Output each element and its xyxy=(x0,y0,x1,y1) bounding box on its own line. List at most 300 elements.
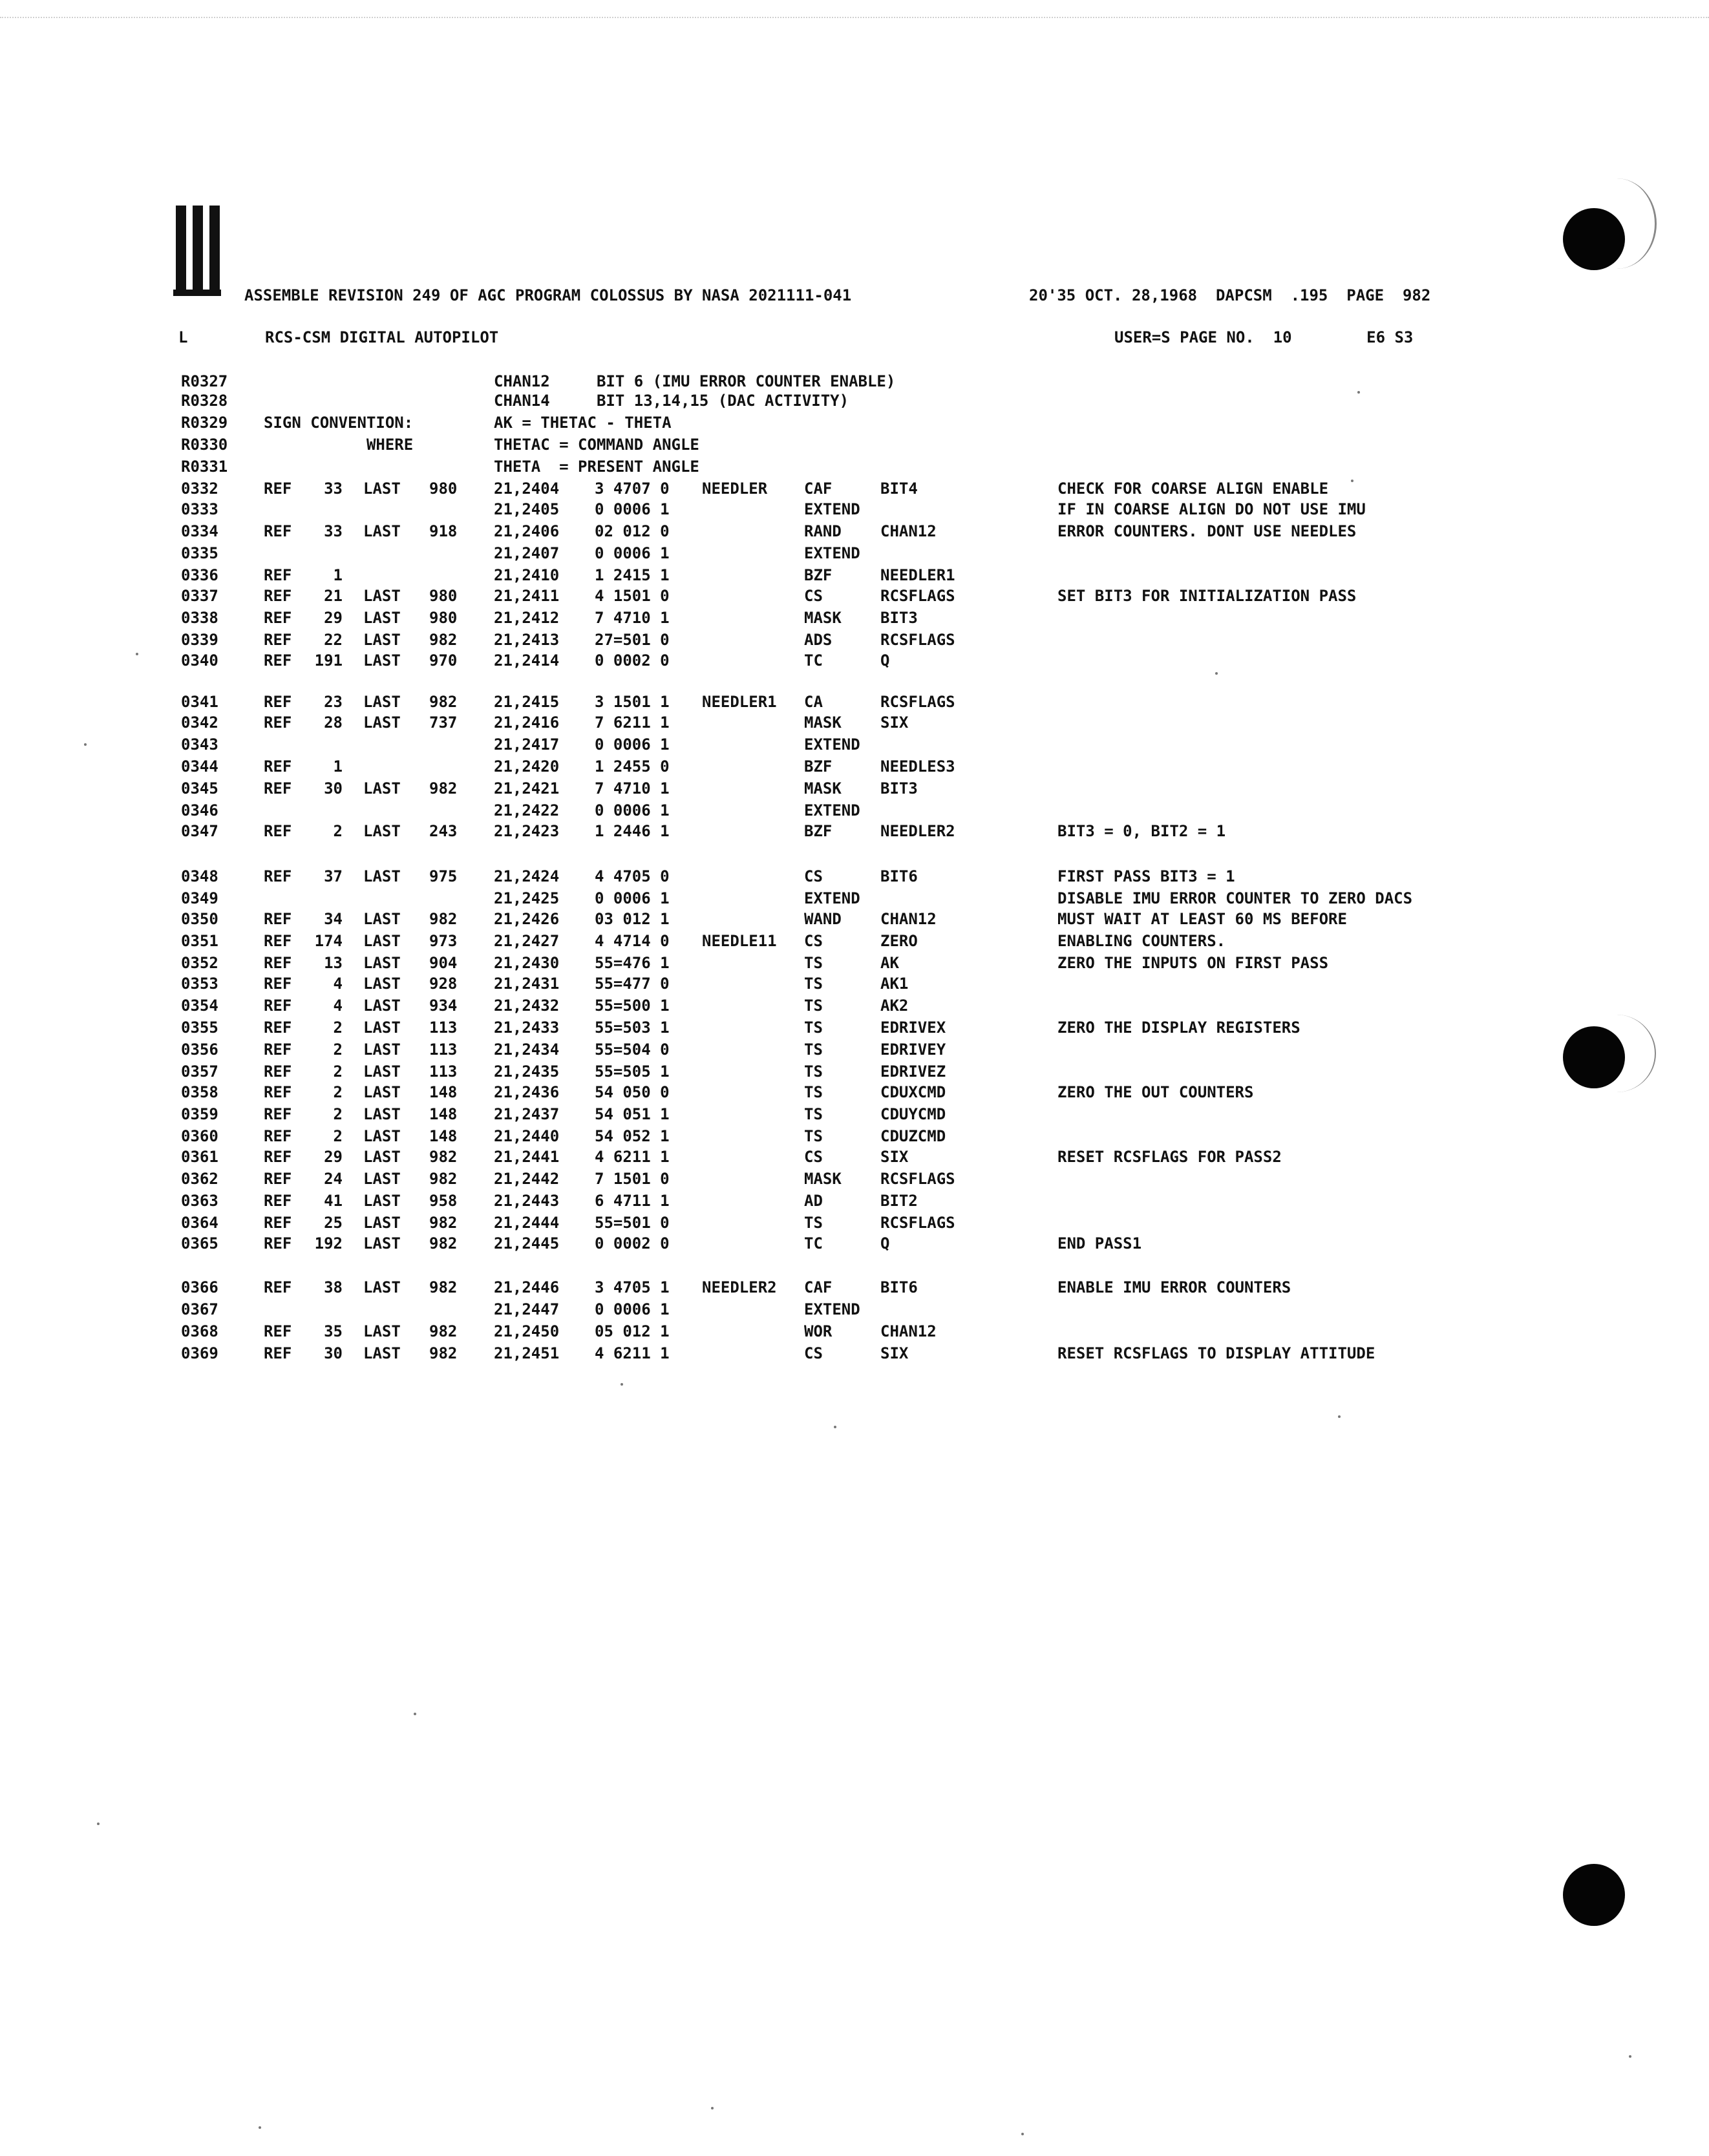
octal-code: 0 0002 0 xyxy=(595,1234,670,1252)
opcode: MASK xyxy=(804,609,842,627)
octal-code: 02 012 0 xyxy=(595,522,670,540)
octal-code: 0 0006 1 xyxy=(595,500,670,518)
ref-count: 29 xyxy=(324,1148,343,1166)
listing-row xyxy=(0,1041,1709,1062)
memory-address: 21,2437 xyxy=(494,1105,560,1123)
last-line-number: 982 xyxy=(429,1278,458,1296)
line-number: 0353 xyxy=(181,975,218,993)
listing-row xyxy=(0,1105,1709,1127)
last-keyword: LAST xyxy=(363,1041,401,1059)
line-number: 0368 xyxy=(181,1322,218,1340)
last-keyword: LAST xyxy=(363,1322,401,1340)
section-title: RCS-CSM DIGITAL AUTOPILOT xyxy=(265,328,499,346)
opcode: MASK xyxy=(804,779,842,798)
octal-code: 0 0002 0 xyxy=(595,651,670,670)
octal-code: 03 012 1 xyxy=(595,910,670,928)
operand: CDUXCMD xyxy=(880,1083,946,1101)
comment: BIT3 = 0, BIT2 = 1 xyxy=(1057,822,1226,840)
header-bar-mark-icon xyxy=(173,206,222,302)
ref-keyword: REF xyxy=(264,910,292,928)
memory-address: 21,2445 xyxy=(494,1234,560,1252)
memory-address: 21,2412 xyxy=(494,609,560,627)
ref-keyword: REF xyxy=(264,693,292,711)
scan-speck xyxy=(1215,672,1218,675)
line-number: 0337 xyxy=(181,587,218,605)
listing-row xyxy=(0,1192,1709,1214)
punch-arc-icon xyxy=(1577,178,1657,269)
memory-address: 21,2422 xyxy=(494,801,560,819)
sign-convention-label: SIGN CONVENTION: xyxy=(264,414,414,432)
line-number: R0328 xyxy=(181,392,228,410)
ref-keyword: REF xyxy=(264,1192,292,1210)
comment: END PASS1 xyxy=(1057,1234,1142,1252)
last-keyword: LAST xyxy=(363,480,401,498)
last-line-number: 982 xyxy=(429,631,458,649)
listing-row xyxy=(0,910,1709,932)
octal-code: 6 4711 1 xyxy=(595,1192,670,1210)
last-keyword: LAST xyxy=(363,1192,401,1210)
comment: IF IN COARSE ALIGN DO NOT USE IMU xyxy=(1057,500,1366,518)
line-number: 0359 xyxy=(181,1105,218,1123)
octal-code: 55=505 1 xyxy=(595,1062,670,1081)
ref-keyword: REF xyxy=(264,975,292,993)
operand: CHAN12 xyxy=(880,910,937,928)
listing-row xyxy=(0,1214,1709,1236)
memory-address: 21,2451 xyxy=(494,1344,560,1362)
ref-keyword: REF xyxy=(264,932,292,950)
line-number: 0369 xyxy=(181,1344,218,1362)
octal-code: 55=476 1 xyxy=(595,954,670,972)
listing-row xyxy=(0,1062,1709,1084)
ref-keyword: REF xyxy=(264,779,292,798)
ref-keyword: REF xyxy=(264,822,292,840)
operand: SIX xyxy=(880,1148,909,1166)
operand: SIX xyxy=(880,1344,909,1362)
ref-count: 37 xyxy=(324,867,343,885)
octal-code: 55=503 1 xyxy=(595,1019,670,1037)
ref-count: 33 xyxy=(324,480,343,498)
listing-row xyxy=(0,1278,1709,1300)
last-line-number: 737 xyxy=(429,713,458,732)
ref-keyword: REF xyxy=(264,566,292,584)
last-keyword: LAST xyxy=(363,1083,401,1101)
opcode: EXTEND xyxy=(804,735,860,754)
ref-count: 41 xyxy=(324,1192,343,1210)
line-number: 0365 xyxy=(181,1234,218,1252)
line-number: R0330 xyxy=(181,436,228,454)
memory-address: 21,2421 xyxy=(494,779,560,798)
ref-count: 1 xyxy=(333,757,343,776)
opcode: BZF xyxy=(804,566,833,584)
memory-address: 21,2425 xyxy=(494,889,560,907)
scan-speck xyxy=(1338,1415,1341,1418)
line-number: 0336 xyxy=(181,566,218,584)
comment: ENABLE IMU ERROR COUNTERS xyxy=(1057,1278,1291,1296)
opcode: MASK xyxy=(804,1170,842,1188)
comment: FIRST PASS BIT3 = 1 xyxy=(1057,867,1235,885)
ref-keyword: REF xyxy=(264,1062,292,1081)
ref-keyword: REF xyxy=(264,1041,292,1059)
last-line-number: 982 xyxy=(429,693,458,711)
memory-address: 21,2440 xyxy=(494,1127,560,1145)
listing-row xyxy=(0,436,1709,458)
memory-address: 21,2433 xyxy=(494,1019,560,1037)
listing-row xyxy=(0,932,1709,954)
line-number: 0358 xyxy=(181,1083,218,1101)
line-number: 0356 xyxy=(181,1041,218,1059)
opcode: TS xyxy=(804,1062,823,1081)
ref-count: 28 xyxy=(324,713,343,732)
last-keyword: LAST xyxy=(363,910,401,928)
ref-keyword: REF xyxy=(264,1127,292,1145)
line-number: 0366 xyxy=(181,1278,218,1296)
ref-count: 2 xyxy=(333,1083,343,1101)
octal-code: 3 4705 1 xyxy=(595,1278,670,1296)
memory-address: 21,2434 xyxy=(494,1041,560,1059)
listing-row xyxy=(0,867,1709,889)
ref-keyword: REF xyxy=(264,1344,292,1362)
scan-speck xyxy=(97,1823,100,1825)
remark-text: CHAN14 BIT 13,14,15 (DAC ACTIVITY) xyxy=(494,392,849,410)
opcode: TS xyxy=(804,1019,823,1037)
last-keyword: LAST xyxy=(363,1170,401,1188)
operand: RCSFLAGS xyxy=(880,587,955,605)
operand: Q xyxy=(880,651,890,670)
octal-code: 54 052 1 xyxy=(595,1127,670,1145)
comment: ZERO THE DISPLAY REGISTERS xyxy=(1057,1019,1300,1037)
opcode: MASK xyxy=(804,713,842,732)
line-number: 0362 xyxy=(181,1170,218,1188)
ref-count: 29 xyxy=(324,609,343,627)
ref-keyword: REF xyxy=(264,1322,292,1340)
octal-code: 7 1501 0 xyxy=(595,1170,670,1188)
octal-code: 3 4707 0 xyxy=(595,480,670,498)
ref-keyword: REF xyxy=(264,1019,292,1037)
last-line-number: 934 xyxy=(429,997,458,1015)
sign-convention-label: WHERE xyxy=(264,436,414,454)
ref-count: 2 xyxy=(333,822,343,840)
last-keyword: LAST xyxy=(363,693,401,711)
listing-row xyxy=(0,500,1709,522)
line-number: 0333 xyxy=(181,500,218,518)
ref-count: 4 xyxy=(333,997,343,1015)
memory-address: 21,2414 xyxy=(494,651,560,670)
line-number: 0338 xyxy=(181,609,218,627)
scan-speck xyxy=(1629,2055,1631,2058)
last-line-number: 982 xyxy=(429,779,458,798)
line-number: 0339 xyxy=(181,631,218,649)
ref-keyword: REF xyxy=(264,631,292,649)
last-line-number: 982 xyxy=(429,1214,458,1232)
last-keyword: LAST xyxy=(363,631,401,649)
listing-row xyxy=(0,889,1709,911)
opcode: BZF xyxy=(804,822,833,840)
last-line-number: 148 xyxy=(429,1127,458,1145)
ref-keyword: REF xyxy=(264,522,292,540)
line-number: 0344 xyxy=(181,757,218,776)
opcode: CA xyxy=(804,693,823,711)
listing-row xyxy=(0,1344,1709,1366)
user-page-number: USER=S PAGE NO. 10 E6 S3 xyxy=(1114,328,1414,346)
octal-code: 0 0006 1 xyxy=(595,544,670,562)
ref-count: 30 xyxy=(324,1344,343,1362)
octal-code: 05 012 1 xyxy=(595,1322,670,1340)
scan-speck xyxy=(1021,2133,1024,2135)
ref-keyword: REF xyxy=(264,1170,292,1188)
last-line-number: 982 xyxy=(429,910,458,928)
last-line-number: 982 xyxy=(429,1322,458,1340)
opcode: TC xyxy=(804,651,823,670)
operand: EDRIVEZ xyxy=(880,1062,946,1081)
listing-row xyxy=(0,544,1709,566)
line-number: 0367 xyxy=(181,1300,218,1318)
memory-address: 21,2435 xyxy=(494,1062,560,1081)
octal-code: 0 0006 1 xyxy=(595,801,670,819)
last-line-number: 975 xyxy=(429,867,458,885)
opcode: EXTEND xyxy=(804,1300,860,1318)
last-line-number: 918 xyxy=(429,522,458,540)
ref-count: 174 xyxy=(314,932,343,950)
line-number: 0354 xyxy=(181,997,218,1015)
memory-address: 21,2450 xyxy=(494,1322,560,1340)
listing-row xyxy=(0,1083,1709,1105)
ref-count: 21 xyxy=(324,587,343,605)
scan-speck xyxy=(621,1383,623,1386)
last-keyword: LAST xyxy=(363,651,401,670)
ref-keyword: REF xyxy=(264,1148,292,1166)
last-line-number: 982 xyxy=(429,1234,458,1252)
comment: CHECK FOR COARSE ALIGN ENABLE xyxy=(1057,480,1329,498)
opcode: TS xyxy=(804,1127,823,1145)
line-number: R0331 xyxy=(181,458,228,476)
line-number: 0342 xyxy=(181,713,218,732)
remark-text: CHAN12 BIT 6 (IMU ERROR COUNTER ENABLE) xyxy=(494,372,896,390)
symbol-label: NEEDLER2 xyxy=(702,1278,777,1296)
octal-code: 55=501 0 xyxy=(595,1214,670,1232)
last-line-number: 982 xyxy=(429,1344,458,1362)
memory-address: 21,2432 xyxy=(494,997,560,1015)
line-number: R0329 xyxy=(181,414,228,432)
listing-row xyxy=(0,458,1709,480)
listing-row xyxy=(0,566,1709,588)
last-keyword: LAST xyxy=(363,932,401,950)
opcode: TS xyxy=(804,1083,823,1101)
opcode: TC xyxy=(804,1234,823,1252)
opcode: ADS xyxy=(804,631,833,649)
memory-address: 21,2404 xyxy=(494,480,560,498)
last-keyword: LAST xyxy=(363,1105,401,1123)
ref-count: 25 xyxy=(324,1214,343,1232)
ref-count: 13 xyxy=(324,954,343,972)
ref-keyword: REF xyxy=(264,587,292,605)
line-number: 0345 xyxy=(181,779,218,798)
listing-row xyxy=(0,609,1709,631)
last-line-number: 980 xyxy=(429,587,458,605)
ref-count: 30 xyxy=(324,779,343,798)
memory-address: 21,2441 xyxy=(494,1148,560,1166)
octal-code: 1 2446 1 xyxy=(595,822,670,840)
ref-keyword: REF xyxy=(264,713,292,732)
last-line-number: 243 xyxy=(429,822,458,840)
opcode: CS xyxy=(804,932,823,950)
opcode: TS xyxy=(804,997,823,1015)
operand: RCSFLAGS xyxy=(880,1214,955,1232)
octal-code: 4 6211 1 xyxy=(595,1148,670,1166)
last-line-number: 973 xyxy=(429,932,458,950)
operand: EDRIVEX xyxy=(880,1019,946,1037)
listing-row xyxy=(0,1234,1709,1256)
symbol-label: NEEDLER xyxy=(702,480,768,498)
octal-code: 7 4710 1 xyxy=(595,609,670,627)
memory-address: 21,2407 xyxy=(494,544,560,562)
memory-address: 21,2426 xyxy=(494,910,560,928)
last-line-number: 980 xyxy=(429,609,458,627)
listing-row xyxy=(0,587,1709,609)
octal-code: 4 4714 0 xyxy=(595,932,670,950)
last-keyword: LAST xyxy=(363,1214,401,1232)
listing-row xyxy=(0,522,1709,544)
memory-address: 21,2443 xyxy=(494,1192,560,1210)
operand: EDRIVEY xyxy=(880,1041,946,1059)
listing-row xyxy=(0,1148,1709,1170)
last-keyword: LAST xyxy=(363,954,401,972)
last-line-number: 980 xyxy=(429,480,458,498)
memory-address: 21,2436 xyxy=(494,1083,560,1101)
symbol-label: NEEDLE11 xyxy=(702,932,777,950)
ref-count: 1 xyxy=(333,566,343,584)
scan-speck xyxy=(136,653,138,655)
line-number: 0340 xyxy=(181,651,218,670)
last-keyword: LAST xyxy=(363,522,401,540)
octal-code: 27=501 0 xyxy=(595,631,670,649)
ref-keyword: REF xyxy=(264,1083,292,1101)
ref-count: 24 xyxy=(324,1170,343,1188)
opcode: CS xyxy=(804,1148,823,1166)
ref-keyword: REF xyxy=(264,1105,292,1123)
last-keyword: LAST xyxy=(363,1019,401,1037)
last-line-number: 928 xyxy=(429,975,458,993)
octal-code: 0 0006 1 xyxy=(595,889,670,907)
ref-keyword: REF xyxy=(264,1214,292,1232)
comment: DISABLE IMU ERROR COUNTER TO ZERO DACS xyxy=(1057,889,1413,907)
ref-count: 34 xyxy=(324,910,343,928)
comment: RESET RCSFLAGS FOR PASS2 xyxy=(1057,1148,1282,1166)
listing-row xyxy=(0,801,1709,823)
line-number: 0349 xyxy=(181,889,218,907)
listing-row xyxy=(0,997,1709,1019)
opcode: TS xyxy=(804,1041,823,1059)
ref-count: 23 xyxy=(324,693,343,711)
ref-count: 4 xyxy=(333,975,343,993)
line-number: 0348 xyxy=(181,867,218,885)
memory-address: 21,2446 xyxy=(494,1278,560,1296)
opcode: WOR xyxy=(804,1322,833,1340)
memory-address: 21,2416 xyxy=(494,713,560,732)
line-number: 0341 xyxy=(181,693,218,711)
last-line-number: 970 xyxy=(429,651,458,670)
ref-count: 2 xyxy=(333,1105,343,1123)
memory-address: 21,2406 xyxy=(494,522,560,540)
last-keyword: LAST xyxy=(363,1062,401,1081)
opcode: CS xyxy=(804,867,823,885)
last-keyword: LAST xyxy=(363,587,401,605)
opcode: CS xyxy=(804,1344,823,1362)
ref-count: 35 xyxy=(324,1322,343,1340)
line-number: 0360 xyxy=(181,1127,218,1145)
opcode: TS xyxy=(804,1214,823,1232)
memory-address: 21,2420 xyxy=(494,757,560,776)
opcode: CAF xyxy=(804,480,833,498)
octal-code: 55=477 0 xyxy=(595,975,670,993)
last-keyword: LAST xyxy=(363,713,401,732)
octal-code: 0 0006 1 xyxy=(595,735,670,754)
operand: RCSFLAGS xyxy=(880,1170,955,1188)
scan-speck xyxy=(1357,391,1360,394)
last-keyword: LAST xyxy=(363,997,401,1015)
ref-keyword: REF xyxy=(264,997,292,1015)
octal-code: 3 1501 1 xyxy=(595,693,670,711)
scan-speck xyxy=(1351,480,1353,482)
octal-code: 7 6211 1 xyxy=(595,713,670,732)
operand: CDUZCMD xyxy=(880,1127,946,1145)
octal-code: 55=504 0 xyxy=(595,1041,670,1059)
listing-row xyxy=(0,735,1709,757)
line-number: 0352 xyxy=(181,954,218,972)
line-number: 0361 xyxy=(181,1148,218,1166)
comment: ENABLING COUNTERS. xyxy=(1057,932,1226,950)
octal-code: 54 050 0 xyxy=(595,1083,670,1101)
operand: BIT6 xyxy=(880,867,918,885)
listing-row xyxy=(0,975,1709,997)
comment: ERROR COUNTERS. DONT USE NEEDLES xyxy=(1057,522,1357,540)
remark-text: THETAC = COMMAND ANGLE xyxy=(494,436,699,454)
scan-speck xyxy=(711,2107,714,2109)
line-number: 0364 xyxy=(181,1214,218,1232)
listing-row xyxy=(0,693,1709,715)
operand: RCSFLAGS xyxy=(880,631,955,649)
operand: BIT4 xyxy=(880,480,918,498)
operand: BIT2 xyxy=(880,1192,918,1210)
line-number: 0334 xyxy=(181,522,218,540)
symbol-label: NEEDLER1 xyxy=(702,693,777,711)
ref-keyword: REF xyxy=(264,1234,292,1252)
scan-speck xyxy=(834,1426,836,1428)
opcode: EXTEND xyxy=(804,544,860,562)
operand: Q xyxy=(880,1234,890,1252)
operand: BIT3 xyxy=(880,779,918,798)
ref-keyword: REF xyxy=(264,651,292,670)
listing-row xyxy=(0,414,1709,436)
memory-address: 21,2424 xyxy=(494,867,560,885)
memory-address: 21,2413 xyxy=(494,631,560,649)
listing-row xyxy=(0,392,1709,414)
listing-row xyxy=(0,779,1709,801)
line-number: 0355 xyxy=(181,1019,218,1037)
memory-address: 21,2431 xyxy=(494,975,560,993)
last-line-number: 982 xyxy=(429,1148,458,1166)
last-keyword: LAST xyxy=(363,822,401,840)
last-keyword: LAST xyxy=(363,1127,401,1145)
ref-keyword: REF xyxy=(264,480,292,498)
scan-speck xyxy=(414,1713,416,1715)
listing-row xyxy=(0,1300,1709,1322)
comment: ZERO THE OUT COUNTERS xyxy=(1057,1083,1254,1101)
memory-address: 21,2417 xyxy=(494,735,560,754)
ref-count: 2 xyxy=(333,1127,343,1145)
operand: NEEDLER2 xyxy=(880,822,955,840)
octal-code: 4 4705 0 xyxy=(595,867,670,885)
date-page-header: 20'35 OCT. 28,1968 DAPCSM .195 PAGE 982 xyxy=(1029,286,1431,304)
